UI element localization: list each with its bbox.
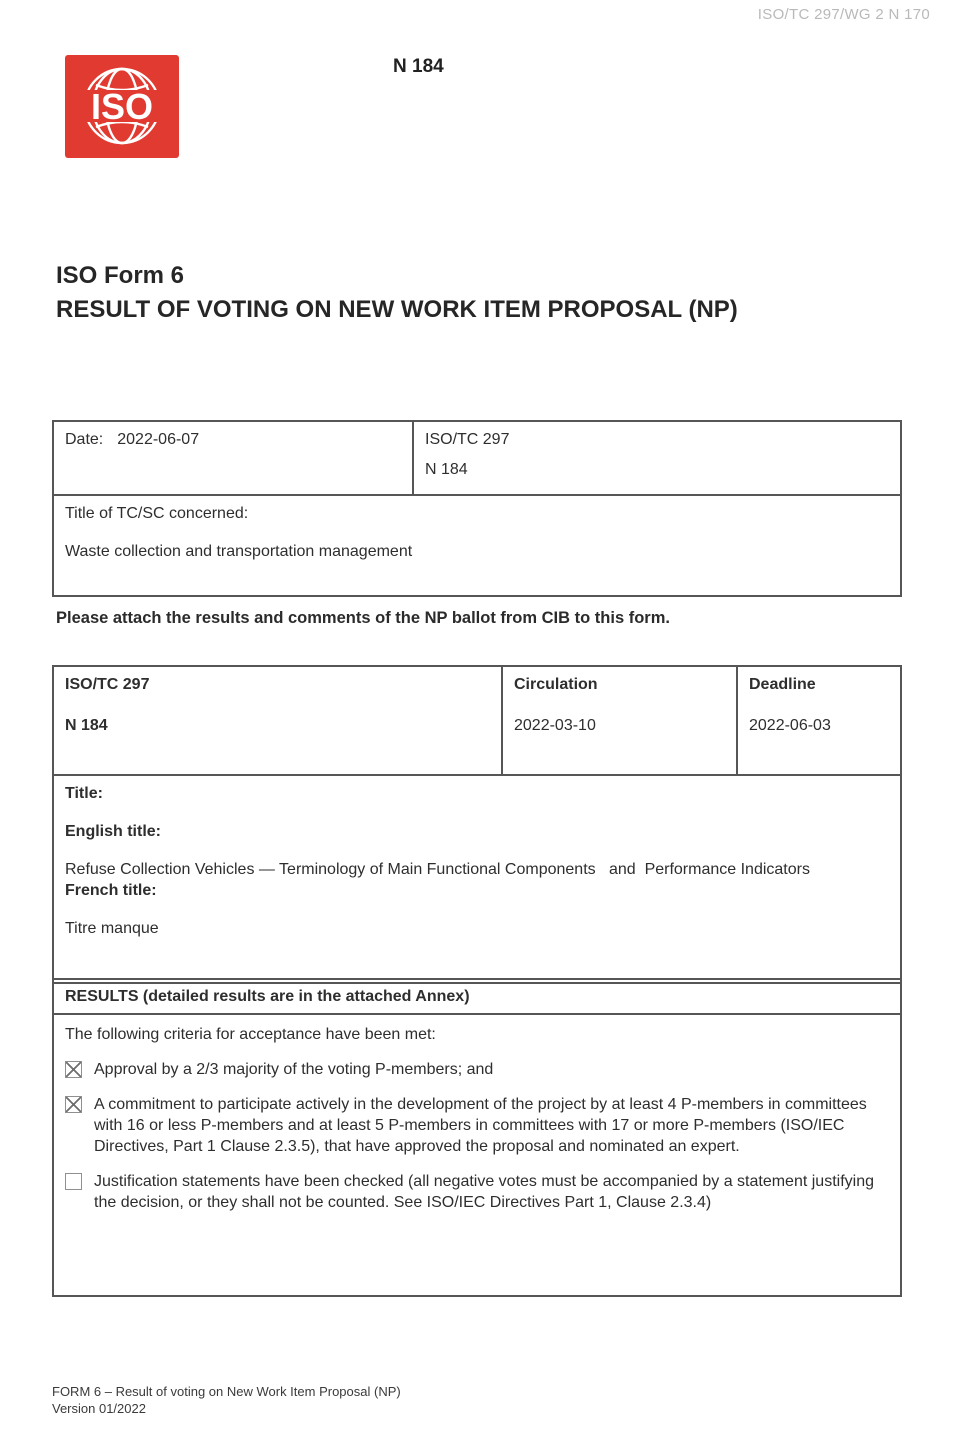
form-title-line2: RESULT OF VOTING ON NEW WORK ITEM PROPOSAL (NP)	[56, 296, 738, 323]
title-label: Title:	[65, 785, 103, 802]
deadline-label: Deadline	[749, 676, 816, 693]
tc-title-label: Title of TC/SC concerned:	[65, 505, 249, 522]
form-title-line1: ISO Form 6	[56, 262, 185, 289]
justification-checkbox[interactable]	[65, 1173, 82, 1190]
results-body-cell	[53, 1014, 901, 1296]
ballot-table	[52, 665, 902, 984]
tc-title-cell	[53, 495, 901, 596]
criterion-justification-text: Justification statements have been checked (all negative votes must be accompanied by a statement justifying the decision, or they shall not be counted. See ISO/IEC Directives Part 1, Clause 2.3.4)	[94, 1173, 874, 1211]
ballot-title-row	[53, 775, 901, 983]
date-cell	[53, 421, 413, 495]
results-intro: The following criteria for acceptance have been met:	[65, 1026, 436, 1043]
french-title-value: Titre manque	[65, 920, 159, 937]
ballot-committee-cell	[53, 666, 502, 775]
titles-cell	[53, 775, 901, 983]
criterion-justification	[65, 1171, 889, 1213]
iso-logo	[65, 55, 179, 158]
ballot-header-row	[53, 666, 901, 775]
approval-checkbox[interactable]	[65, 1061, 82, 1078]
ballot-doc-number: N 184	[65, 717, 108, 734]
results-header-row	[53, 979, 901, 1014]
date-value: 2022-06-07	[117, 431, 200, 448]
results-body-row	[53, 1014, 901, 1296]
iso-logo-text: ISO	[90, 86, 154, 127]
circulation-label: Circulation	[514, 676, 598, 693]
circulation-date: 2022-03-10	[514, 717, 596, 734]
criterion-commitment	[65, 1094, 889, 1157]
english-title-label: English title:	[65, 823, 161, 840]
attach-note: Please attach the results and comments of the NP ballot from CIB to this form.	[56, 609, 670, 627]
footer-form-name: FORM 6 – Result of voting on New Work Item Proposal (NP)	[52, 1384, 401, 1399]
tc-title-value: Waste collection and transportation management	[65, 543, 413, 560]
commitment-checkbox[interactable]	[65, 1096, 82, 1113]
document-reference: ISO/TC 297/WG 2 N 170	[757, 6, 930, 23]
info-table-row-title	[53, 495, 901, 596]
criterion-approval	[65, 1059, 889, 1080]
criterion-commitment-text: A commitment to participate actively in the development of the project by at least 4 P-members in committees with 16 or less P-members and at least 5 P-members in committees with 17 or more P-members (ISO/IEC Directives, Part 1 Clause 2.3.5), that have approved the proposal and nominated an expert.	[94, 1096, 867, 1155]
results-header-cell	[53, 979, 901, 1014]
info-table	[52, 420, 902, 597]
results-header: RESULTS (detailed results are in the attached Annex)	[65, 988, 470, 1005]
french-title-label: French title:	[65, 882, 157, 899]
ballot-committee: ISO/TC 297	[65, 676, 150, 693]
deadline-date: 2022-06-03	[749, 717, 831, 734]
iso-logo-graphic	[65, 55, 179, 158]
circulation-cell	[502, 666, 737, 775]
results-table	[52, 978, 902, 1297]
page-footer	[52, 1383, 401, 1417]
deadline-cell	[737, 666, 901, 775]
date-label: Date:	[65, 431, 104, 448]
committee-name: ISO/TC 297	[425, 431, 510, 448]
footer-version: Version 01/2022	[52, 1401, 146, 1416]
committee-doc-number: N 184	[425, 461, 468, 478]
form-title	[56, 259, 738, 327]
committee-cell	[413, 421, 901, 495]
info-table-row-date	[53, 421, 901, 495]
criterion-approval-text: Approval by a 2/3 majority of the voting P-members; and	[94, 1061, 494, 1078]
english-title-value: Refuse Collection Vehicles — Terminology of Main Functional Components and Performance Indicators	[65, 861, 810, 878]
document-number-top: N 184	[393, 56, 444, 77]
